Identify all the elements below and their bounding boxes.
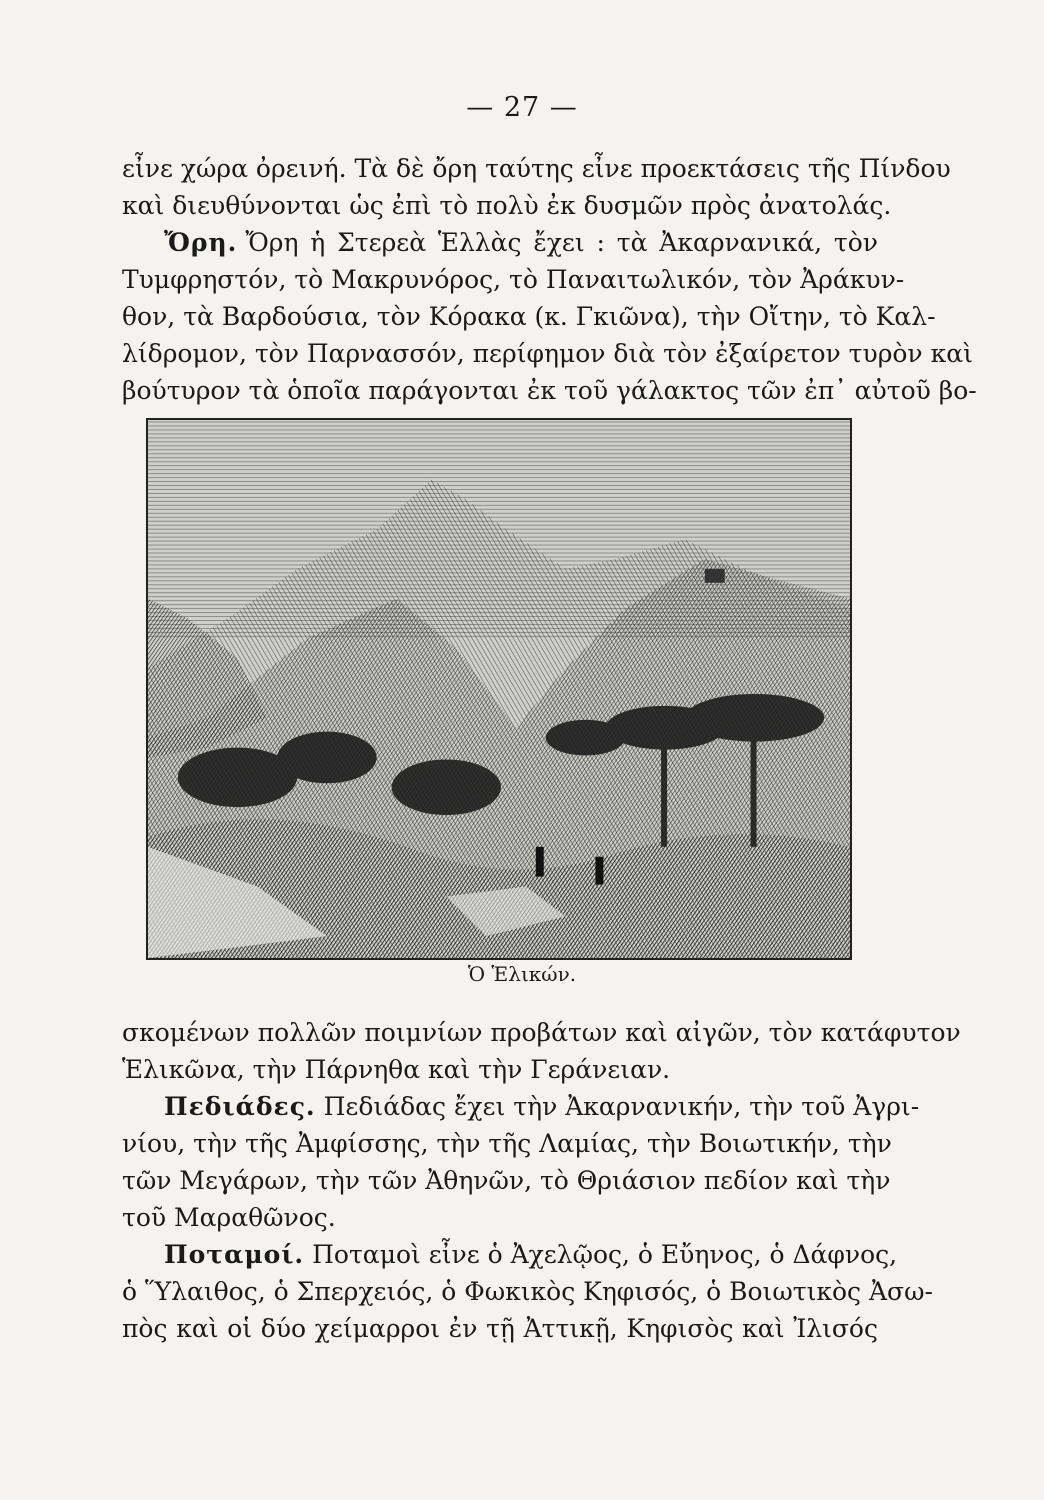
continuation-paragraph [122,1014,961,1347]
text-line: Τυμφρηστόν, τὸ Μακρυνόρος, τὸ Παναιτωλικόν, τὸν Ἀράκυν- [122,265,905,294]
text-line: ὁ Ὕλαιθος, ὁ Σπερχειός, ὁ Φωκικὸς Κηφισός, ὁ Βοιωτικὸς Ἀσω- [122,1277,933,1306]
text-line: πὸς καὶ οἱ δύο χείμαρροι ἐν τῇ Ἀττικῇ, Κηφισὸς καὶ Ἰλισός [122,1314,878,1343]
figure-caption: Ὁ Ἑλικών. [467,962,577,986]
text-line [122,224,878,261]
helicon-engraving [146,418,852,960]
text-line: λίδρομον, τὸν Παρνασσόν, περίφημον διὰ τὸν ἐξαίρετον τυρὸν καὶ [122,339,973,368]
text-line: τοῦ Μαραθῶνος. [122,1203,336,1232]
page-number: — 27 — [466,92,578,123]
intro-paragraph [122,150,977,409]
potamoi-heading: Ποταμοί. [164,1240,305,1269]
text-line: τῶν Μεγάρων, τὴν τῶν Ἀθηνῶν, τὸ Θριάσιον πεδίον καὶ τὴν [122,1166,891,1195]
text-line [122,1088,920,1125]
pediades-heading: Πεδιάδες. [164,1092,316,1121]
pediades-first-line: Πεδιάδας ἔχει τὴν Ἀκαρνανικήν, τὴν τοῦ Ἀγρι- [323,1092,920,1121]
text-line: Ἑλικῶνα, τὴν Πάρνηθα καὶ τὴν Γεράνειαν. [122,1055,671,1084]
potamoi-first-line: Ποταμοὶ εἶνε ὁ Ἀχελῷος, ὁ Εὔηνος, ὁ Δάφνος, [312,1240,898,1269]
text-line: νίου, τὴν τῆς Ἀμφίσσης, τὴν τῆς Λαμίας, τὴν Βοιωτικήν, τὴν [122,1129,892,1158]
text-line: θον, τὰ Βαρδούσια, τὸν Κόρακα (κ. Γκιῶνα), τὴν Οἴτην, τὸ Καλ- [122,302,936,331]
text-line: εἶνε χώρα ὀρεινή. Τὰ δὲ ὄρη ταύτης εἶνε προεκτάσεις τῆς Πίνδου [122,154,951,183]
text-line: βούτυρον τὰ ὁποῖα παράγονται ἐκ τοῦ γάλακτος τῶν ἐπ᾽ αὐτοῦ βο- [122,376,977,405]
ori-heading: Ὄρη. [164,228,238,257]
mountain-illustration [148,420,850,958]
ori-first-line: Ὄρη ἡ Στερεὰ Ἑλλὰς ἔχει : τὰ Ἀκαρνανικά, τὸν [245,228,878,257]
text-line [122,1236,898,1273]
text-line: καὶ διευθύνονται ὡς ἐπὶ τὸ πολὺ ἐκ δυσμῶν πρὸς ἀνατολάς. [122,191,892,220]
text-line: σκομένων πολλῶν ποιμνίων προβάτων καὶ αἰγῶν, τὸν κατάφυτον [122,1018,961,1047]
